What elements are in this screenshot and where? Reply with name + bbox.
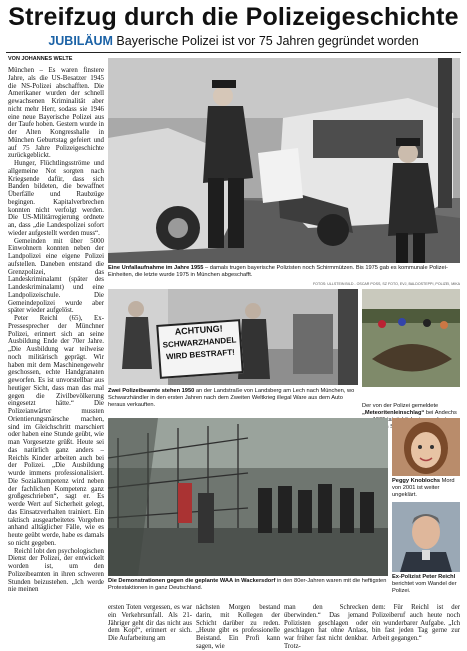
photo-peter-reichl [392, 502, 460, 572]
article-paragraph: Hunger, Flüchtlingsströme und allgemeine Not sorgten nach Kriegsende dafür, dass sich Banden bildeten, die bewaffnet Überfälle und Raubzüge begingen. Kapitalverbrechen konnten nicht verfolgt werden. Die US-Militärregierung ordnete an, dass „die Landespolizei sofort wieder aufgestellt werden muss“. [8, 160, 104, 237]
article-column [8, 67, 104, 630]
demo-scene-graphic [108, 418, 388, 576]
article-paragraph: Peter Reichl (65), Ex-Pressesprecher der Münchner Polizei, erinnert sich an seine Ausbildung Ende der 70er Jahre. „Die Ausbildung war teilweise noch militärisch geprägt. Wir haben mit dem Maschinengewehr geschossen, echte Handgranaten geworfen. Es ist unvorstellbar aus heutiger Sicht, dass man das mal gegen die Zivilbevölkerung eingesetzt hätte.“ Die Polizeianwärter mussten Orientierungsmärsche machen, sind im Gleichschritt marschiert oder haben eine Stunde geübt, wie man Vorgesetzte grüßt. Heute sei das natürlich ganz anders – Reichls Kinder arbeiten auch bei der Polizei. „Die Ausbildung wurde immens professionalisiert. Die Sozialkompetenz wird neben der fachlichen Kompetenz ganz großgeschrieben“, sagt er. Es werde Wert auf Sicherheit gelegt, das Einsatzverhalten trainiert. Ein taktisch ausgearbeitetes Vorgehen anhand alltäglicher Fälle, wie es heute geübt werde, habe es damals so nicht gegeben. [8, 315, 104, 547]
article-bottom-column [372, 604, 460, 642]
caption-text: Der von der Polizei gemeldete [362, 403, 439, 409]
caption-peggy [392, 478, 460, 499]
article-paragraph: man den Schrecken überwinden.“ Das jemand Polizisten geschlagen oder geschlagen hat ohne Anlass, war früher fast nicht denkbar. Trotz- [284, 604, 368, 650]
caption-demo [108, 578, 388, 592]
caption-checkpoint [108, 388, 358, 409]
warning-sign [156, 319, 244, 379]
article-bottom-column [108, 604, 192, 642]
article-bottom-column [284, 604, 368, 650]
subheadline [6, 34, 461, 48]
caption-bold: Peggy Knoblochs [392, 478, 441, 484]
photo-meteor-site [362, 289, 460, 387]
caption-text: bei Andechs [425, 409, 457, 416]
portrait-graphic [392, 418, 460, 476]
photo-wackersdorf-demo [108, 418, 388, 576]
article-paragraph: Reichl lobt den psychologischen Dienst der Polizei, der entwickelt worden ist, um den Polizeibeamten in ihren schweren Stunden beizustehen. „Ich werde nie meinen [8, 547, 104, 594]
article-bottom-column [196, 604, 280, 650]
article-paragraph: dem: Für Reichl ist der Polizeiberuf auch heute noch ein wunderbarer Aufgabe. „Ich bin fast jeden Tag gerne zur Arbeit gegangen.“ [372, 604, 460, 642]
article-paragraph: Gemeinden mit über 5000 Einwohnern konnten neben der Landpolizei eine eigene Polizei aufstellen. Daneben entstand die Grenzpolizei, das Landeskriminalamt (später des Landeskriminalamt) und eine Landpolizeischule. Die Gemeindepolizei wurde aber später wieder aufgelöst. [8, 237, 104, 315]
caption-text: Mord von 2001 ist weiter ungeklärt. [392, 478, 455, 498]
caption-bold: Eine Unfallaufnahme im Jahre 1955 [108, 265, 204, 271]
sign-line-3: WIRD BESTRAFT! [165, 347, 236, 362]
article-paragraph: ersten Toten vergessen, es war ein Verkehrsunfall. Als 21-Jähriger geht dir das nicht aus dem Kopf“, erinnert er sich. Die Aufarbeitung am [108, 604, 192, 642]
article-paragraph: München – Es waren finstere Jahre, als die US-Besatzer 1945 die NS-Polizei abschafften. Die Amerikaner wurden der schnell gewachsenen Kriminalität aber nicht mehr Herr, sodass sie 1946 eine neue Bayerische Polizei aus der Taufe hoben. Gestern wurde in der Alten Kongresshalle in München Geburtstag gefeiert und auf 75 Jahre Polizeigeschichte zurückgeblickt. [8, 67, 104, 160]
caption-reichl [392, 574, 460, 595]
sign-line-1: ACHTUNG! [174, 323, 223, 337]
meteor-scene-graphic [362, 289, 460, 387]
caption-main-photo [108, 265, 460, 279]
kicker-label: JUBILÄUM [48, 34, 113, 48]
caption-bold: Die Demonstrationen gegen die geplante WAA in Wackersdorf [108, 578, 276, 584]
page-title: Streifzug durch die Polizeigeschichte [8, 3, 459, 31]
caption-text: – damals trugen bayerische Polizisten noch Schirmmützen. Bis 1975 gab es kommunale Polizei-Einheiten, die letzte wurde 1975 in München abgeschafft. [108, 265, 448, 278]
photo-peggy-knobloch [392, 418, 460, 476]
accident-scene-graphic [108, 58, 460, 263]
subheadline-text: Bayerische Polizei ist vor 75 Jahren gegründet worden [116, 34, 419, 48]
caption-text: an der Landstraße von Landsberg am Lech nach München, wo Schwarzhändler in den ersten Jahren nach dem Zweiten Weltkrieg illegal Ware aus dem Auto heraus verkauften. [108, 388, 355, 408]
portrait-graphic [392, 502, 460, 572]
caption-bold: Ex-Polizist Peter Reichl [392, 574, 456, 580]
caption-text: in den 80er-Jahren waren mit die heftigsten Protestaktionen in ganz Deutschland. [108, 578, 387, 591]
caption-bold: „Meteoritenleinschlag“ [362, 409, 425, 416]
caption-text: berichtet vom Wandel der Polizei. [392, 580, 457, 594]
header-rule [6, 52, 461, 53]
photo-credit: FOTOS: ULLSTEIN BILD - OSCAR POSS, SZ FOTO, EVJ, BALDOSTEPPI, POLIZEI, MIKA [312, 282, 460, 286]
sign-line-2: SCHWARZHANDEL [162, 335, 237, 350]
caption-bold: Zwei Polizeibeamte stehen 1950 [108, 388, 195, 394]
main-photo-accident [108, 58, 460, 263]
byline: VON JOHANNES WELTE [8, 56, 73, 62]
article-paragraph: nächsten Morgen bestand darin, mit Kollegen der Schicht darüber zu reden. „Heute gibt es professionelle Beistand. Ein Profi kann sagen, wie [196, 604, 280, 650]
